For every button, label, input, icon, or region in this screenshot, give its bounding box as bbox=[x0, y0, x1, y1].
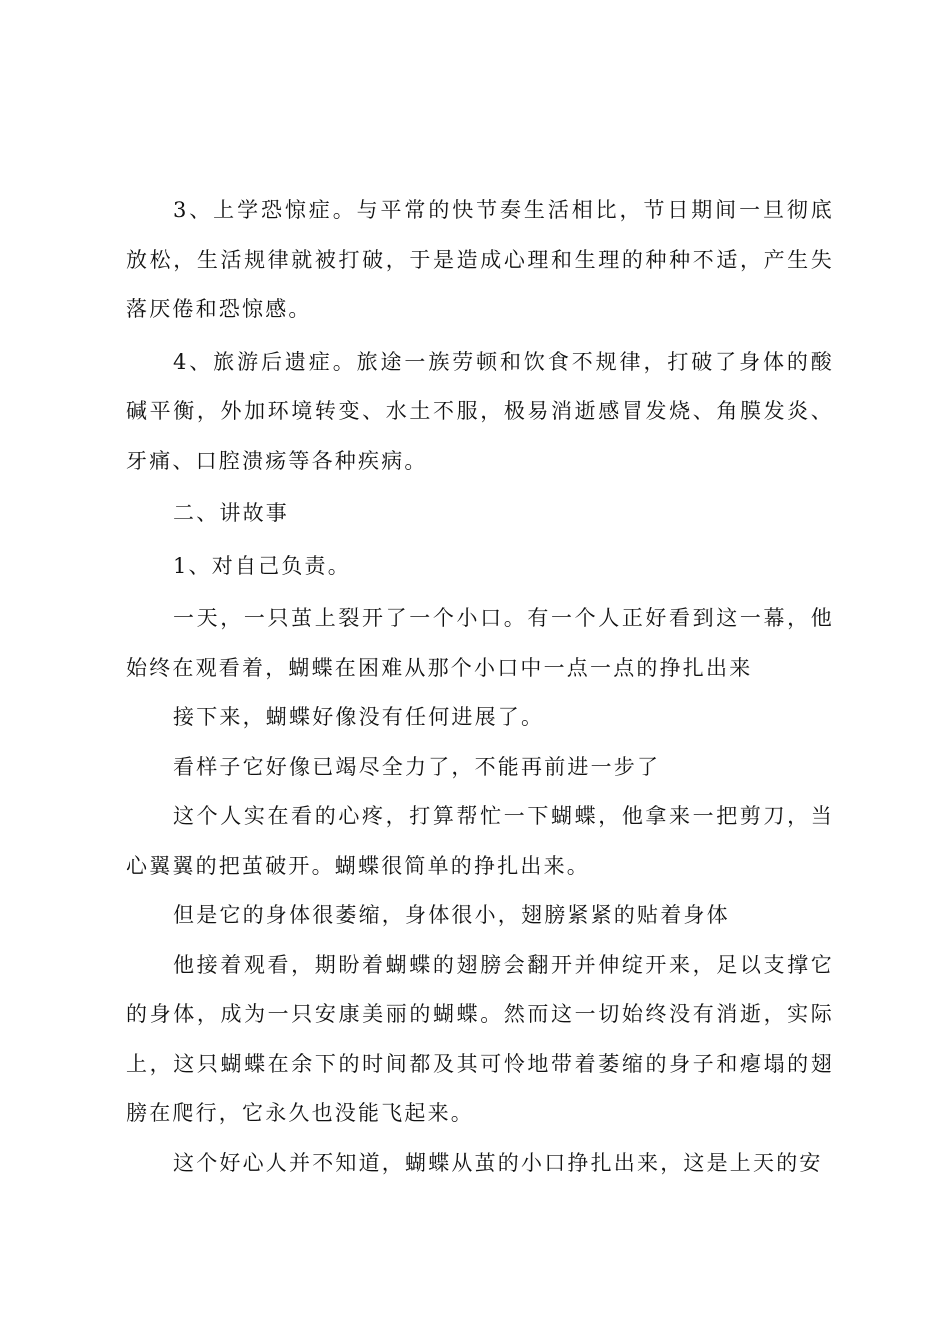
paragraph-never-flew: 他接着观看，期盼着蝴蝶的翅膀会翻开并伸绽开来，足以支撑它的身体，成为一只安康美丽的蝴蝶。然而这一切始终没有消逝，实际上，这只蝴蝶在余下的时间都及其可怜地带着萎缩的身子和瘪塌的翅膀在爬行，它永久也没能飞起来。 bbox=[126, 952, 834, 1125]
paragraph-kind-person: 这个好心人并不知道，蝴蝶从茧的小口挣扎出来，这是上天的安 bbox=[173, 1150, 823, 1175]
paragraph-exhausted: 看样子它好像已竭尽全力了，不能再前进一步了 bbox=[173, 754, 661, 779]
section-heading-storytelling: 二、讲故事 bbox=[173, 501, 289, 525]
paragraph-cocoon-opening: 一天，一只茧上裂开了一个小口。有一个人正好看到这一幕，他始终在观看着，蝴蝶在困难从那个小口中一点一点的挣扎出来 bbox=[126, 606, 834, 680]
paragraph-travel-aftereffects: 4、旅游后遗症。旅途一族劳顿和饮食不规律，打破了身体的酸碱平衡，外加环境转变、水土不服，极易消逝感冒发烧、角膜发炎、牙痛、口腔溃疡等各种疾病。 bbox=[126, 349, 834, 473]
paragraph-no-progress: 接下来，蝴蝶好像没有任何进展了。 bbox=[173, 705, 545, 729]
paragraph-scissors: 这个人实在看的心疼，打算帮忙一下蝴蝶，他拿来一把剪刀，当心翼翼的把茧破开。蝴蝶很简单的挣扎出来。 bbox=[126, 804, 834, 878]
subheading-responsibility: 1、对自己负责。 bbox=[173, 553, 351, 578]
document-body bbox=[126, 186, 834, 1188]
paragraph-shrunken-body: 但是它的身体很萎缩，身体很小，翅膀紧紧的贴着身体 bbox=[173, 903, 730, 927]
paragraph-school-anxiety: 3、上学恐惊症。与平常的快节奏生活相比，节日期间一旦彻底放松，生活规律就被打破，于是造成心理和生理的种种不适，产生失落厌倦和恐惊感。 bbox=[126, 198, 834, 321]
